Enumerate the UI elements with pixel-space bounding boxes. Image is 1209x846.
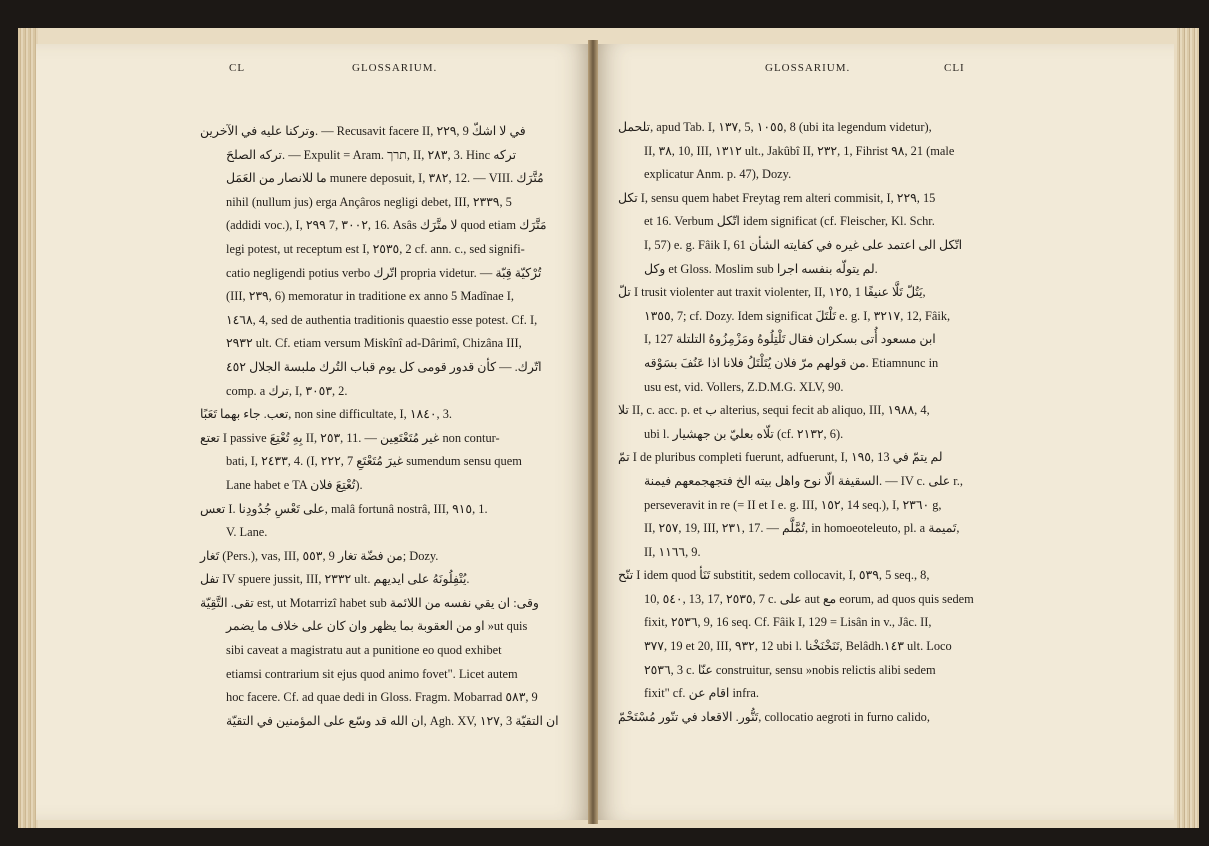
right-text-line: ٣٧٧, 19 et 20, III, ٩٣٢, 12 ubi l. تَنَخْنَخْنا, Belâdh.١٤٣ ult. Loco — [644, 639, 952, 654]
right-text-line: 10, ٥٤٠, 13, 17, ٢٥٣٥, 7 c. على aut مع eorum, ad quos quis sedem — [644, 591, 974, 606]
left-page-text — [200, 120, 559, 733]
right-text-line: ٢٥٣٦, 3 c. عنّا construitur, sensu »nobis relictis alibi sedem — [644, 662, 936, 677]
right-text-line: تمّ I de pluribus completi fuerunt, adfuerunt, I, ١٩٥, 13 لم يتمّ في — [618, 450, 943, 465]
left-text-line: تفل IV spuere jussit, III, ٢٣٣٢ ult. يُتْفِلُونَهُ على ايديهم. — [200, 572, 470, 587]
right-text-line: من قولهم مرّ فلان يُتَلْتَلُ فلانا اذا عَنُفَ بسَوْقه. Etiamnunc in — [644, 355, 939, 370]
left-text-line: ٢٩٣٢ ult. Cf. etiam versum Miskînî ad-Dârimî, Chizâna III, — [226, 336, 522, 351]
right-page-text — [618, 116, 974, 729]
left-text-line: (III, ٢٣٩, 6) memoratur in traditione ex anno 5 Madînae I, — [226, 289, 514, 304]
left-text-line: (addidi voc.), I, ٢٩٩ 7, ٣٠٠٢, 16. Asâs لا متَّرَك quod etiam مَتَّرَك — [226, 218, 547, 233]
left-text-line: تَغار (Pers.), vas, III, ٥٥٣, 9 من فضّة تغار; Dozy. — [200, 548, 439, 563]
right-text-line: et 16. Verbum اتّكل idem significat (cf. Fleischer, Kl. Schr. — [644, 214, 935, 229]
right-text-line: I, 127 ابن مسعود أُتى بسكران فقال تَلْتِلُوهُ ومَزْمِزُوهُ التلتلة — [644, 332, 936, 347]
right-running-head: GLOSSARIUM. — [765, 62, 851, 74]
right-text-line: fixit" cf. اقام عن infra. — [644, 686, 759, 701]
right-text-line: وكل et Gloss. Moslim sub لم يتولّه بنفسه اجرا. — [644, 261, 878, 276]
left-text-line: تعتع I passive بِهِ تُعْتِعَ II, ٢٥٣, 11. — غير مُتَعْتَعِين non contur- — [200, 430, 500, 445]
right-text-line: explicatur Anm. p. 47), Dozy. — [644, 167, 792, 182]
left-text-line: comp. a ترك, I, ٣٠٥٣, 2. — [226, 383, 348, 398]
right-text-line: تنّح I idem quod تَنَأ substitit, sedem collocavit, I, ٥٣٩, 5 seq., 8, — [618, 568, 930, 583]
left-running-head: GLOSSARIUM. — [352, 62, 438, 74]
book-gutter — [588, 40, 598, 824]
right-text-line: II, ٢٥٧, 19, III, ٢٣١, 17. — تُمَّلَّم, in homoeoteleuto, pl. a تَميمة, — [644, 521, 960, 536]
left-text-line: ما للانصار من العَمَل munere deposuit, I, ٣٨٢, 12. — VIII. مُتَّرَك — [226, 171, 544, 186]
right-text-line: السقيفة الّا نوح واهل بيته الخ فتجهجمعهم فيمنة. — IV c. على r., — [644, 473, 963, 488]
left-text-line: تعب. جاء بهما تَعَبًا, non sine difficultate, I, ١٨٤٠, 3. — [200, 407, 453, 422]
right-text-line: II, ٣٨, 10, III, ١٣١٢ ult., Jakûbî II, ٢٣٢, 1, Fihrist ٩٨, 21 (male — [644, 143, 955, 158]
left-page-number: CL — [229, 62, 246, 74]
left-text-line: etiamsi contrarium sit ejus quod animo fovet". Licet autem — [226, 666, 518, 681]
right-text-line: تكل I, sensu quem habet Freytag rem alteri commisit, I, ٢٢٩, 15 — [618, 190, 936, 205]
right-text-line: تلا II, c. acc. p. et ب alterius, sequi fecit ab aliquo, III, ١٩٨٨, 4, — [618, 403, 930, 418]
left-text-line: Lane habet e TA تُعْتِعَ فلان). — [226, 477, 363, 492]
left-text-line: nihil (nullum jus) erga Ançâros negligi debet, III, ٢٣٣٩, 5 — [226, 194, 512, 209]
right-text-line: تلحمل, apud Tab. I, ١٣٧, 5, ١٠٥٥, 8 (ubi ita legendum videtur), — [618, 120, 932, 134]
left-text-line: legi potest, ut receptum est I, ٢٥٣٥, 2 cf. ann. c., sed signifi- — [226, 241, 525, 256]
right-text-line: تَنُّور. الاقعاد في تنّور مُسْتَحْمّ, collocatio aegroti in furno calido, — [618, 709, 930, 724]
right-text-line: perseveravit in re (= II et I e. g. III, ١٥٢, 14 seq.), I, ٢٣٦٠ g, — [644, 497, 942, 512]
right-text-line: I, 57) e. g. Fâik I, 61 اتّكل الى اعتمد على غيره في كفايته الشأن — [644, 237, 963, 252]
left-text-line: اتّرك. — كأن قدور قومى كل يوم قباب التُرك ملبسة الجلال ٤٥٢ — [226, 359, 542, 374]
left-text-line: ان الله قد وسّع على المؤمنين في التقيّة, Agh. XV, ١٢٧, 3 ان التقيّة — [226, 713, 559, 728]
left-text-line: ١٤٦٨, 4, sed de authentia traditionis quaestio esse potest. Cf. I, — [226, 312, 538, 327]
left-text-line: او من العقوبة بما يظهر وان كان على خلاف ما يضمر »ut quis — [226, 619, 528, 634]
left-page-edges — [18, 28, 38, 828]
right-page-edges — [1177, 28, 1199, 828]
right-text-line: ١٣٥٥, 7; cf. Dozy. Idem significat تَلْتَلَ e. g. I, ٣٢١٧, 12, Fâik, — [644, 308, 951, 323]
left-text-line: تقى. التَّقِيّة est, ut Motarrizî habet sub وقى: ان يقي نفسه من اللائمة — [200, 595, 539, 610]
left-text-line: sibi caveat a magistratu aut a punitione eo quod exhibet — [226, 643, 502, 658]
left-text-line: وتركنا عليه في الآخرين. — Recusavit facere II, ٢٢٩, 9 في لا اشكّ — [200, 124, 526, 138]
right-text-line: تلّ I trusit violenter aut traxit violenter, II, ١٢٥, 1 يَتُلّ تَلَّا عنيفًا, — [618, 285, 926, 300]
left-text-line: V. Lane. — [226, 525, 268, 540]
right-text-line: usu est, vid. Vollers, Z.D.M.G. XLV, 90. — [644, 379, 844, 394]
left-text-line: تعس I. على تَعْسِ جُدُودِنا, malâ fortunâ nostrâ, III, ٩١٥, 1. — [200, 501, 488, 516]
right-text-line: II, ١١٦٦, 9. — [644, 544, 701, 559]
right-text-line: ubi l. تلّاه بعليّ بن جهشيار (cf. ٢١٣٢, 6). — [644, 426, 844, 441]
left-text-line: bati, I, ٢٤٣٣, 4. (I, ٢٢٢, 7 غيرَ مُتَعْتَعِ sumendum sensu quem — [226, 454, 522, 469]
left-text-line: catio negligendi potius verbo اتّرك propria videtur. — تُرْكيّة قِبّة — [226, 265, 542, 280]
right-text-line: fixit, ٢٥٣٦, 9, 16 seq. Cf. Fâik I, 129 = Lisân in v., Jâc. II, — [644, 615, 932, 630]
left-text-line: hoc facere. Cf. ad quae dedi in Gloss. Fragm. Mobarrad ٥٨٣, 9 — [226, 690, 538, 705]
right-page-number: CLI — [944, 62, 965, 74]
left-text-line: تركه الصلحَ. — Expulit = Aram. תרך, II, ٢٨٣, 3. Hinc تركه — [226, 147, 517, 162]
